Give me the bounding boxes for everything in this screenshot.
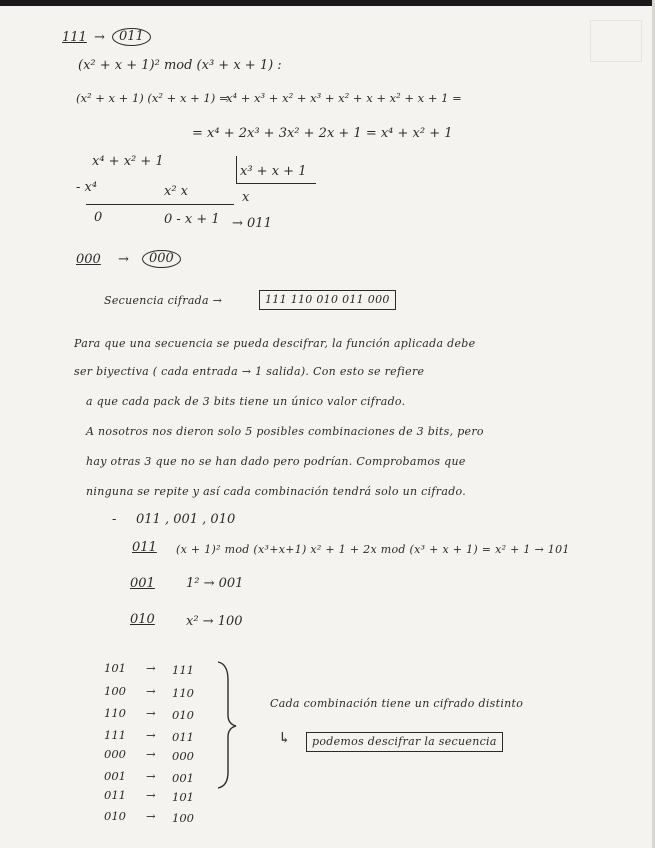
right-brace xyxy=(214,660,242,790)
equation-1: (x² + x + 1)² mod (x³ + x + 1) : xyxy=(78,58,282,73)
mapping-out: 110 xyxy=(172,686,194,700)
mapping-arrow: → xyxy=(146,706,156,720)
mapping-arrow: → xyxy=(146,747,156,761)
mapping-out: 000 xyxy=(172,749,194,763)
division-result: → 011 xyxy=(232,216,272,231)
division-subtract: - x⁴ xyxy=(76,180,98,195)
division-dividend: x⁴ + x² + 1 xyxy=(92,154,164,169)
header-arrow: → xyxy=(94,30,105,45)
mapping-arrow: → xyxy=(146,684,156,698)
header-bits-in: 111 xyxy=(62,30,87,45)
paragraph-line-1: Para que una secuencia se pueda descifrar, la función aplicada debe xyxy=(74,337,476,350)
paragraph-line-3: a que cada pack de 3 bits tiene un único valor cifrado. xyxy=(86,395,406,408)
mapping-in: 001 xyxy=(104,769,126,783)
missing-row-expr: x² → 100 xyxy=(186,614,243,629)
mapping-in: 110 xyxy=(104,706,126,720)
mapping-arrow: → xyxy=(146,809,156,823)
equation-2-left: (x² + x + 1) (x² + x + 1) = xyxy=(76,91,229,105)
mapping-out: 100 xyxy=(172,811,194,825)
division-remainder-left: 0 xyxy=(94,210,103,225)
missing-row-expr: 1² → 001 xyxy=(186,576,244,591)
sequence-value: 111 110 010 011 000 xyxy=(259,290,396,310)
mapping-arrow: → xyxy=(146,661,156,675)
bleed-through-box xyxy=(590,20,642,62)
division-bracket-vertical xyxy=(236,156,237,184)
zero-map-arrow: → xyxy=(118,252,129,267)
division-bracket-horizontal xyxy=(236,183,316,184)
missing-list: 011 , 001 , 010 xyxy=(136,512,236,527)
paragraph-line-6: ninguna se repite y así cada combinación tendrá solo un cifrado. xyxy=(86,485,467,498)
mapping-arrow: → xyxy=(146,788,156,802)
mapping-out: 111 xyxy=(172,663,194,677)
page-top-edge xyxy=(0,0,655,6)
equation-2-right: x⁴ + x³ + x² + x³ + x² + x + x² + x + 1 = xyxy=(226,91,462,105)
missing-row-key: 001 xyxy=(130,576,155,591)
mapping-in: 111 xyxy=(104,728,126,742)
zero-map-in: 000 xyxy=(76,252,101,267)
zero-map-out: 000 xyxy=(142,250,181,268)
missing-row-key: 011 xyxy=(132,540,157,555)
mapping-in: 010 xyxy=(104,809,126,823)
division-divisor: x³ + x + 1 xyxy=(240,164,307,179)
mapping-out: 001 xyxy=(172,771,194,785)
missing-row-expr: (x + 1)² mod (x³+x+1) x² + 1 + 2x mod (x³ + x + 1) = x² + 1 → 101 xyxy=(176,543,570,556)
paragraph-line-4: A nosotros nos dieron solo 5 posibles combinaciones de 3 bits, pero xyxy=(86,425,484,438)
missing-row-key: 010 xyxy=(130,612,155,627)
mapping-in: 000 xyxy=(104,747,126,761)
mapping-arrow: → xyxy=(146,769,156,783)
division-quotient: x xyxy=(242,190,250,205)
equation-3: = x⁴ + 2x³ + 3x² + 2x + 1 = x⁴ + x² + 1 xyxy=(192,126,453,141)
mapping-in: 101 xyxy=(104,661,126,675)
sequence-label: Secuencia cifrada → xyxy=(104,294,223,307)
mapping-out: 010 xyxy=(172,708,194,722)
division-remainder: 0 - x + 1 xyxy=(164,212,220,227)
division-subtraction-line xyxy=(86,204,234,205)
paragraph-line-5: hay otras 3 que no se han dado pero podrían. Comprobamos que xyxy=(86,455,466,468)
mapping-out: 011 xyxy=(172,730,194,744)
mapping-in: 100 xyxy=(104,684,126,698)
mapping-out: 101 xyxy=(172,790,194,804)
missing-dash: - xyxy=(112,512,117,527)
conclusion-line-1: Cada combinación tiene un cifrado distinto xyxy=(270,697,524,710)
mapping-in: 011 xyxy=(104,788,126,802)
division-subtract-rest: x² x xyxy=(164,184,189,199)
paragraph-line-2: ser biyectiva ( cada entrada → 1 salida). Con esto se refiere xyxy=(74,365,425,378)
conclusion-arrow: ↳ xyxy=(278,729,291,747)
conclusion-line-2: podemos descifrar la secuencia xyxy=(306,732,503,752)
mapping-arrow: → xyxy=(146,728,156,742)
header-bits-out: 011 xyxy=(112,28,151,46)
